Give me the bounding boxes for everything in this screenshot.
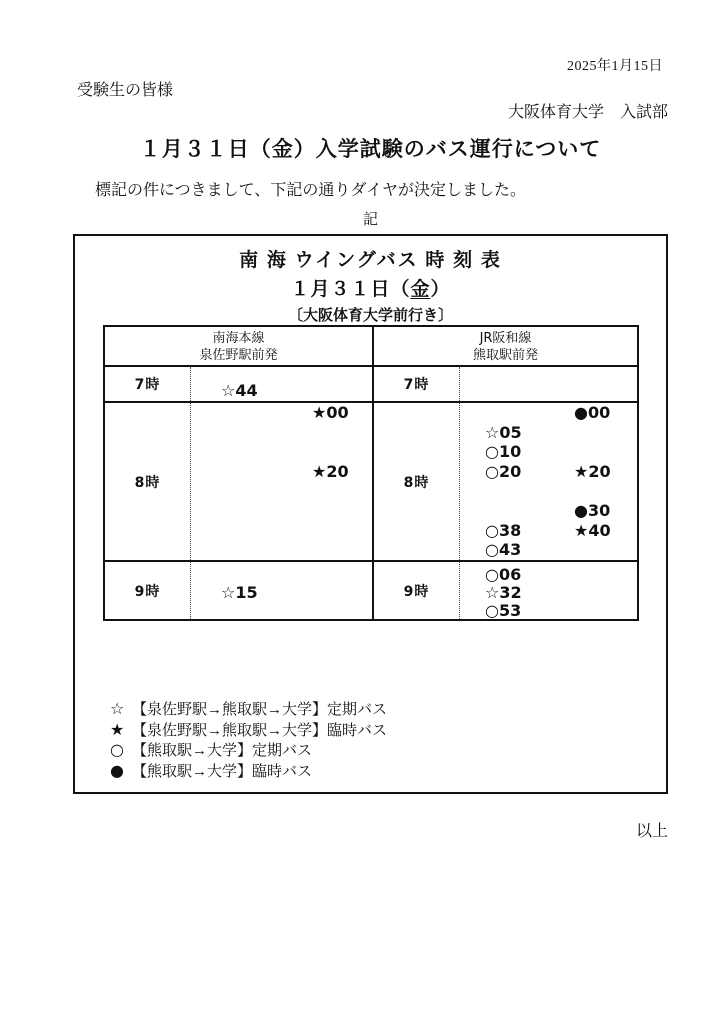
legend-label: 【泉佐野駅→熊取駅→大学】臨時バス [132, 722, 388, 739]
time-line [460, 601, 637, 619]
white-circle-icon: ○ [110, 740, 124, 760]
hour-cell: 8時 [105, 403, 191, 560]
time-line [191, 462, 372, 482]
minutes-cell [191, 562, 372, 619]
time-line [191, 482, 372, 502]
hour-cell: 8時 [374, 403, 460, 560]
time-entry: ★40 [574, 520, 611, 540]
time-line [460, 403, 637, 423]
time-entry: ★20 [312, 462, 349, 482]
time-line [460, 540, 637, 560]
timetable-title: 南 海 ウイングバス 時 刻 表 [239, 250, 502, 271]
legend-item [110, 739, 387, 760]
time-line [460, 565, 637, 583]
minutes-cell [460, 403, 637, 560]
time-line [460, 501, 637, 521]
header-line1: 南海本線 [212, 331, 265, 346]
hour-cell: 9時 [374, 562, 460, 619]
hour-cell: 9時 [105, 562, 191, 619]
time-line [191, 565, 372, 583]
table-row-9 [105, 562, 372, 619]
document-title: １月３１日（金）入学試験のバス運行について [139, 137, 602, 161]
time-line [191, 583, 372, 601]
legend-label: 【泉佐野駅→熊取駅→大学】定期バス [132, 701, 388, 718]
legend-item [110, 719, 387, 740]
time-line [460, 423, 637, 443]
time-line [191, 540, 372, 560]
time-entry: ☆32 [485, 583, 522, 602]
table-row-7 [374, 367, 637, 404]
legend-label: 【熊取駅→大学】臨時バス [132, 763, 313, 780]
time-line [460, 462, 637, 482]
time-line [191, 442, 372, 462]
time-entry: ○10 [485, 442, 522, 462]
minutes-cell [460, 562, 637, 619]
time-line [191, 381, 372, 399]
time-line [191, 501, 372, 521]
sender-line: 大阪体育大学 入試部 [507, 104, 668, 121]
recipient-line: 受験生の皆様 [77, 82, 174, 99]
time-entry: ★20 [574, 462, 611, 482]
column-header-jr [374, 327, 637, 367]
time-entry: ☆15 [221, 583, 258, 602]
time-line [191, 601, 372, 619]
legend [110, 698, 387, 781]
time-entry: ○53 [485, 601, 522, 620]
document-date: 2025年1月15日 [567, 59, 663, 74]
time-entry: ○20 [485, 462, 522, 482]
minutes-cell [460, 367, 637, 402]
white-star-icon: ☆ [110, 698, 125, 718]
black-star-icon: ★ [110, 719, 125, 739]
time-line [191, 423, 372, 443]
timetable-box [73, 234, 668, 794]
time-line [460, 583, 637, 601]
time-line [460, 482, 637, 502]
closing-text: 以上 [635, 823, 668, 840]
timetable-date-pre: １月３１日（ [290, 279, 411, 300]
time-entry: ○38 [485, 520, 522, 540]
table-row-9 [374, 562, 637, 619]
table-row-7 [105, 367, 372, 404]
time-entry: ○06 [485, 565, 522, 584]
time-line [191, 521, 372, 541]
black-circle-icon: ● [110, 760, 124, 780]
time-line [460, 442, 637, 462]
timetable-date-day: 金 [410, 279, 431, 300]
column-header-nankai [105, 327, 372, 367]
legend-label: 【熊取駅→大学】定期バス [132, 743, 313, 760]
table-row-8 [105, 403, 372, 562]
header-line2: 熊取駅前発 [472, 348, 538, 363]
time-entry: ★00 [312, 403, 349, 423]
column-jr [374, 327, 637, 619]
timetable [103, 325, 639, 621]
time-entry: ☆05 [485, 422, 522, 442]
time-line [191, 403, 372, 423]
time-entry: ●00 [574, 403, 611, 423]
header-line1: JR阪和線 [479, 331, 532, 346]
hour-cell: 7時 [374, 367, 460, 402]
time-entry: ☆44 [221, 381, 258, 401]
table-row-8 [374, 403, 637, 562]
time-entry: ○43 [485, 540, 522, 560]
timetable-destination: 〔大阪体育大学前行き〕 [287, 308, 453, 324]
legend-item [110, 698, 387, 719]
body-text: 標記の件につきまして、下記の通りダイヤが決定しました。 [95, 182, 527, 199]
time-line [460, 381, 637, 399]
time-line [460, 521, 637, 541]
legend-item [110, 760, 387, 781]
time-entry: ●30 [574, 501, 611, 521]
note-marker: 記 [362, 212, 378, 228]
minutes-cell [191, 367, 372, 402]
header-line2: 泉佐野駅前発 [199, 348, 278, 363]
column-nankai [105, 327, 374, 619]
timetable-date [75, 274, 666, 301]
hour-cell: 7時 [105, 367, 191, 402]
minutes-cell [191, 403, 372, 560]
timetable-date-post: ） [430, 279, 451, 300]
